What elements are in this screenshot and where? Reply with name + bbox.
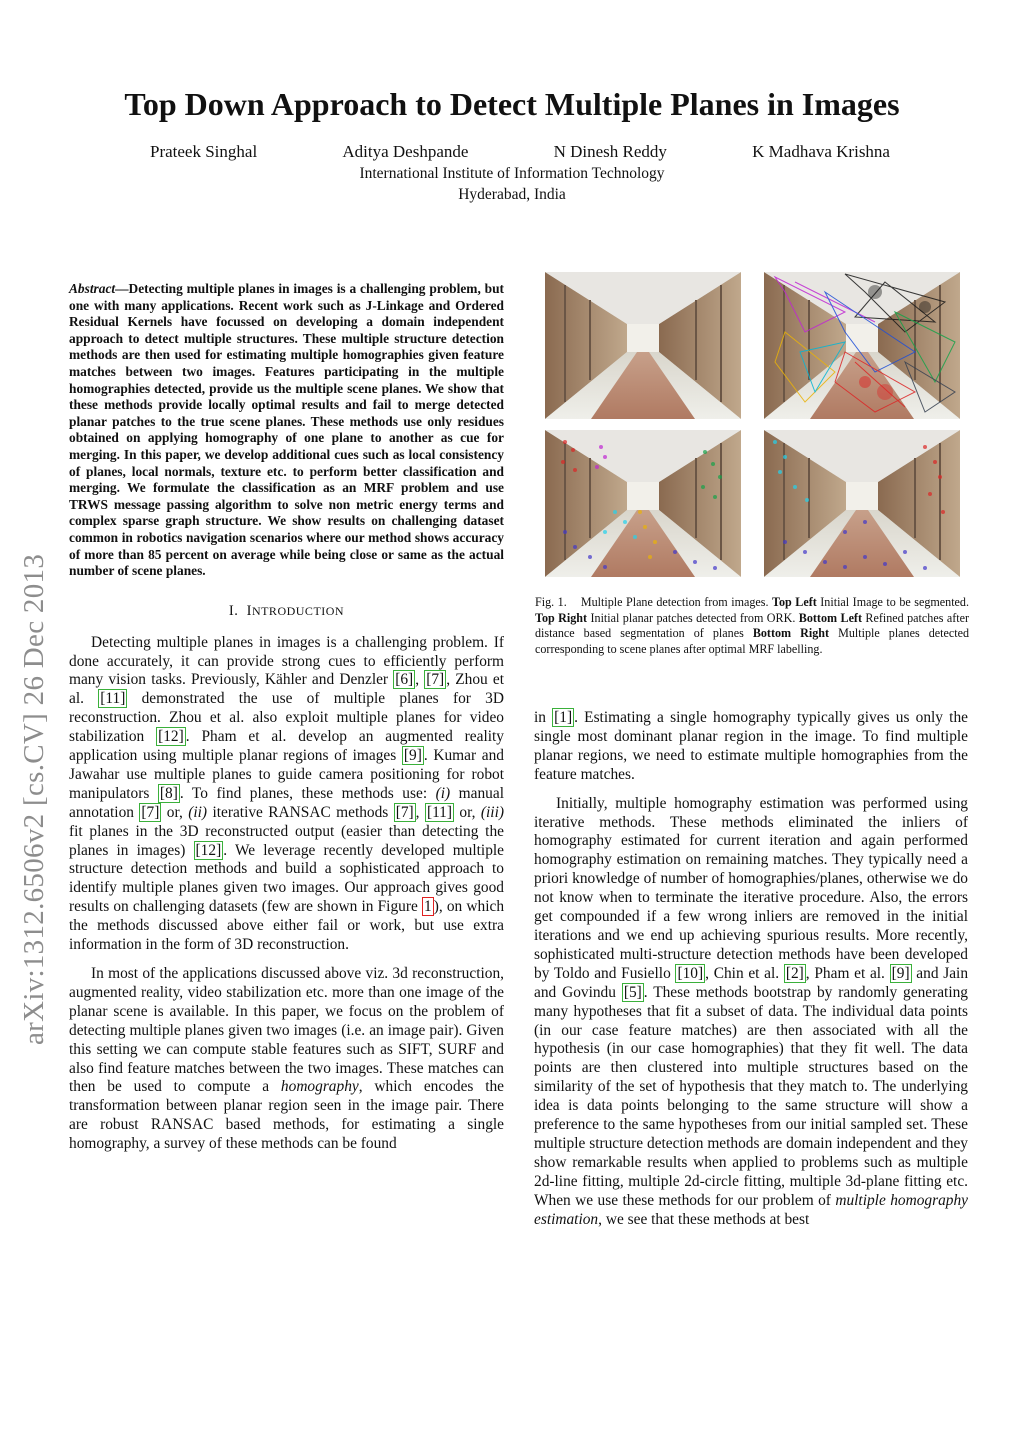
- citation-link[interactable]: [11]: [100, 690, 126, 708]
- citation-link[interactable]: [7]: [141, 803, 160, 821]
- citation-link[interactable]: [12]: [158, 728, 184, 746]
- section-heading: [69, 602, 504, 621]
- left-column: [69, 281, 504, 1154]
- abstract-text: —Detecting multiple planes in images is a challenging problem, but one with many applications. Recent work such as J-Linkage and Ordered Residual Kernels have focussed on developing a domain independent approach to detect multiple structures. These multiple structure detection methods are then used for estimating multiple homographies given feature matches between two images. Features participating in the multiple homographies detected, provide us the multiple scene planes. We show that these methods provide locally optimal results and fail to merge detected planar patches to the true scene planes. These methods use only residues obtained on applying homography of one plane to another as cue for merging. In this paper, we develop additional cues such as local consistency of planes, local normals, texture etc. to perform better classification and merging. We formulate the classification as an MRF problem and use TRWS message passing algorithm to solve non metric energy terms and complex sparse graph structure. We show results on challenging dataset common in robotics navigation scenarios where our method shows accuracy of more than 85 percent on average while being close or same as the actual number of scene planes.: [69, 281, 504, 579]
- right-column: [534, 709, 968, 1229]
- figure-images: [545, 272, 961, 579]
- citation-link[interactable]: [2]: [785, 964, 804, 982]
- author-list: [150, 142, 890, 162]
- citation-link[interactable]: [9]: [403, 747, 422, 765]
- abstract: [69, 281, 504, 580]
- citation-link[interactable]: [5]: [623, 983, 642, 1001]
- location: Hyderabad, India: [458, 186, 566, 203]
- citation-link[interactable]: [1]: [554, 709, 573, 726]
- citation-link[interactable]: [7]: [426, 671, 445, 689]
- citation-link[interactable]: [12]: [195, 841, 222, 859]
- section-number: I.: [228, 602, 239, 619]
- figure-1: [545, 272, 961, 579]
- citation-link[interactable]: [7]: [395, 803, 414, 821]
- institution: International Institute of Information Technology: [359, 165, 665, 182]
- intro-paragraph-3: in [1] . Estimating a single homography typically gives us only the single most dominant planar region in the image. To find multiple planar regions, we need to estimate multiple homographies from the feature matches.: [534, 709, 968, 783]
- arxiv-identifier: arXiv:1312.6506v2 [cs.CV] 26 Dec 2013: [18, 553, 50, 1045]
- citation-link[interactable]: [9]: [891, 964, 910, 982]
- intro-paragraph-1: Detecting multiple planes in images is a challenging problem. If done accurately, it can provide strong cues to efficiently perform many vision tasks. Previously, Kähler and Denzler [6] , [7] , Zhou et al. [11] demonstrated the use of multiple planes for 3D reconstruction. Zhou et al. also exploit multiple planes for video stabilization [12] . Pham et al. develop an augmented reality application using multiple planar regions of images [9] . Kumar and Jawahar use multiple planes to guide camera positioning for robot manipulators [8] . To find planes, these methods use: (i) manual annotation [7] or, (ii) iterative RANSAC methods [7] , [11] or, (iii) fit planes in the 3D reconstructed output (easier than detecting the planes in images) [12] . We leverage recently developed multiple structure detection methods and build a sophisticated approach to identify multiple planes given two images. Our approach gives good results on challenging datasets (few are shown in Figure 1 ), on which the methods discussed above either fail or work, but use extra information in the form of 3D reconstruction.: [69, 633, 505, 954]
- corridor-image-refined-patches: [545, 430, 741, 577]
- citation-link[interactable]: [8]: [159, 784, 178, 802]
- figure-link[interactable]: 1: [423, 898, 432, 916]
- author-name: Prateek Singhal: [150, 142, 258, 161]
- section-title-rest: NTRODUCTION: [251, 603, 345, 618]
- citation-link[interactable]: [10]: [677, 964, 704, 982]
- paper-title: Top Down Approach to Detect Multiple Planes in Images: [124, 86, 900, 122]
- intro-paragraph-2: In most of the applications discussed above viz. 3d reconstruction, augmented reality, video stabilization etc. more than one image of the planar scene is available. In this paper, we focus on the problem of detecting multiple planes given two images (i.e. an image pair). Given this setting we can compute stable features such as SIFT, SURF and also find feature matches between the two images. These matches can then be used to compute a homography, which encodes the transformation between planar region seen in the image pair. There are robust RANSAC based methods, for estimating a single homography, a survey of these methods can be found: [69, 965, 505, 1153]
- abstract-label: Abstract: [69, 281, 116, 296]
- figure-caption: Fig. 1. Multiple Plane detection from images. Top Left Initial Image to be segmented. Top Right Initial planar patches detected from ORK. Bottom Left Refined patches after distance based segmentation of planes Bottom Right Multiple planes detected corresponding to scene planes after optimal MRF labelling.: [535, 595, 969, 656]
- corridor-image-mrf-planes: [764, 430, 960, 577]
- author-name: N Dinesh Reddy: [553, 142, 667, 161]
- intro-paragraph-4: Initially, multiple homography estimation was performed using iterative methods. These methods eliminated the inliers of homography estimated for current iteration and again performed homography estimation on remaining matches. They typically need a priori knowledge of number of homographies/planes, otherwise we do not know when to terminate the iterative procedure. Also, the errors get compounded if a few wrong inliers are removed in the initial iterations and we end up achieving spurious results. More recently, sophisticated multi-structure detection methods have been developed by Toldo and Fusiello [10] , Chin et al. [2] , Pham et al. [9] and Jain and Govindu [5] . These methods bootstrap by randomly generating many hypotheses that fit a subset of data. The individual data points (in our case feature matches) are then associated with all the hypothesis (in our case homographies) that they fit well. The data points are then clustered into multiple structures based on the similarity of the set of hypothesis that they match to. The underlying idea is data points belonging to the same structure will show a preference to the same hypotheses from our initial sampled set. These multiple structure detection methods are domain independent and they show remarkable results when applied to problems such as multiple 2d-line fitting, multiple 2d-circle fitting, multiple 3d-plane fitting etc. When we use these methods for our problem of multiple homography estimation, we see that these methods at best: [534, 794, 969, 1228]
- corridor-image-initial: [545, 272, 741, 419]
- citation-link[interactable]: [11]: [426, 803, 453, 821]
- author-name: K Madhava Krishna: [752, 142, 890, 161]
- author-name: Aditya Deshpande: [342, 142, 469, 161]
- section-title-initial: I: [246, 602, 252, 619]
- corridor-image-orc-patches: [764, 272, 960, 419]
- citation-link[interactable]: [6]: [395, 671, 414, 689]
